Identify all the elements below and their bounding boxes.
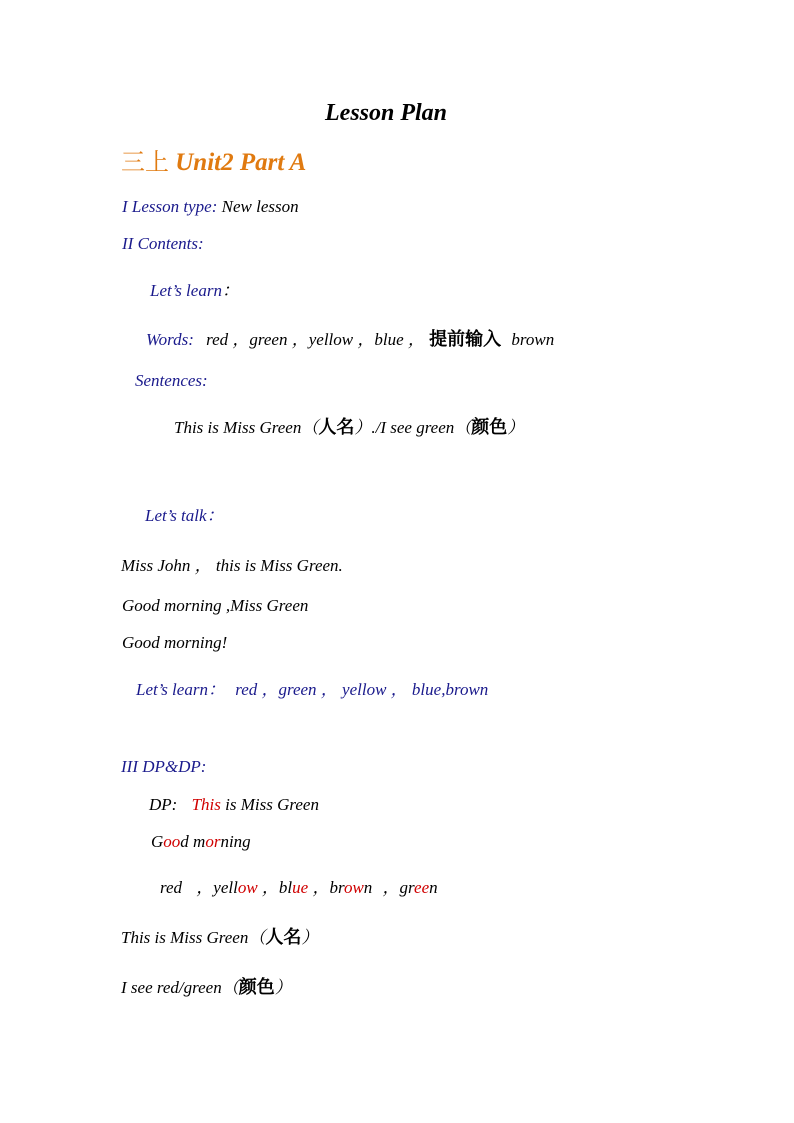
- contents-label: II Contents:: [122, 234, 204, 253]
- lesson-type-value: New lesson: [221, 197, 299, 216]
- sentence-part2: ）./I see green（: [354, 418, 472, 437]
- dp-text: G: [151, 832, 164, 851]
- sentences-label: Sentences:: [135, 371, 208, 390]
- words-extra: brown: [511, 330, 555, 349]
- dp-section-label: III DP&DP:: [121, 757, 207, 776]
- lets-talk-text: Let’s talk: [145, 506, 207, 525]
- lets-learn-review-words: red ，green ， yellow ， blue,brown: [235, 680, 489, 699]
- dp-word: [192, 795, 221, 814]
- dp-hl: ee: [414, 878, 430, 897]
- lesson-type-label: I Lesson type:: [122, 197, 218, 216]
- dp-line-1: [149, 795, 319, 815]
- final-close: ）: [301, 928, 319, 947]
- sentence-cn2: 颜色: [471, 417, 508, 438]
- final-text: I see red/green（: [121, 978, 239, 997]
- lets-learn-label: [150, 281, 239, 301]
- dp-text: yell: [213, 878, 238, 897]
- dp-hl: ow: [237, 878, 258, 897]
- lets-learn-text: Let’s learn: [150, 281, 222, 300]
- words-list: red ，green ，yellow ，blue ，: [206, 330, 425, 349]
- dp-hl: or: [205, 832, 221, 851]
- dp-rest: is Miss Green: [220, 795, 319, 814]
- heading-en: Unit2 Part A: [175, 149, 307, 176]
- dp-hl: ow: [343, 878, 364, 897]
- lets-learn-colon: ：: [221, 281, 239, 300]
- dp-sep: ，: [196, 878, 214, 897]
- sentence-part3: ）: [507, 418, 525, 437]
- final-close: ）: [274, 978, 292, 997]
- lets-learn-review: [136, 680, 488, 700]
- dp-prefix: DP:: [149, 795, 178, 814]
- final-line-1: [121, 928, 318, 948]
- dp-text: n: [363, 878, 373, 897]
- dialogue-line: Good morning ,Miss Green: [122, 596, 309, 615]
- final-cn: 颜色: [238, 977, 275, 998]
- lets-talk-colon: ：: [206, 506, 224, 525]
- lesson-type: [122, 197, 299, 217]
- dp-hl: ue: [292, 878, 309, 897]
- lets-learn-review-label: Let’s learn：: [136, 680, 225, 699]
- dp-sep: ，: [312, 878, 330, 897]
- dialogue-line: Miss John ， this is Miss Green.: [121, 556, 343, 575]
- dp-text: red: [160, 878, 183, 897]
- dp-hl: T: [191, 795, 202, 814]
- dp-line-2: [151, 832, 251, 852]
- words-line: [146, 330, 554, 350]
- dp-text: gr: [399, 878, 415, 897]
- lets-talk-label: [145, 506, 224, 526]
- dp-sep: ，: [382, 878, 400, 897]
- words-label: Words:: [146, 330, 194, 349]
- heading-cn: 三上: [121, 148, 169, 176]
- sentence-part1: This is Miss Green（: [174, 418, 319, 437]
- dp-hl: his: [201, 795, 221, 814]
- final-line-2: [121, 978, 292, 998]
- dp-line-3: [160, 878, 438, 898]
- dp-text: n: [429, 878, 438, 897]
- sentence-cn1: 人名: [318, 417, 355, 438]
- dialogue-line: Good morning!: [122, 633, 228, 652]
- dp-text: ning: [220, 832, 251, 851]
- final-text: This is Miss Green（: [121, 928, 266, 947]
- dp-text: d m: [180, 832, 206, 851]
- words-cn-note: 提前输入: [429, 329, 502, 350]
- dp-text: bl: [278, 878, 293, 897]
- sentence-line: [174, 418, 524, 438]
- dp-sep: ，: [261, 878, 279, 897]
- unit-heading: [121, 147, 306, 178]
- page-title: Lesson Plan: [325, 100, 448, 126]
- dp-hl: oo: [163, 832, 181, 851]
- dp-text: br: [329, 878, 344, 897]
- final-cn: 人名: [265, 927, 302, 948]
